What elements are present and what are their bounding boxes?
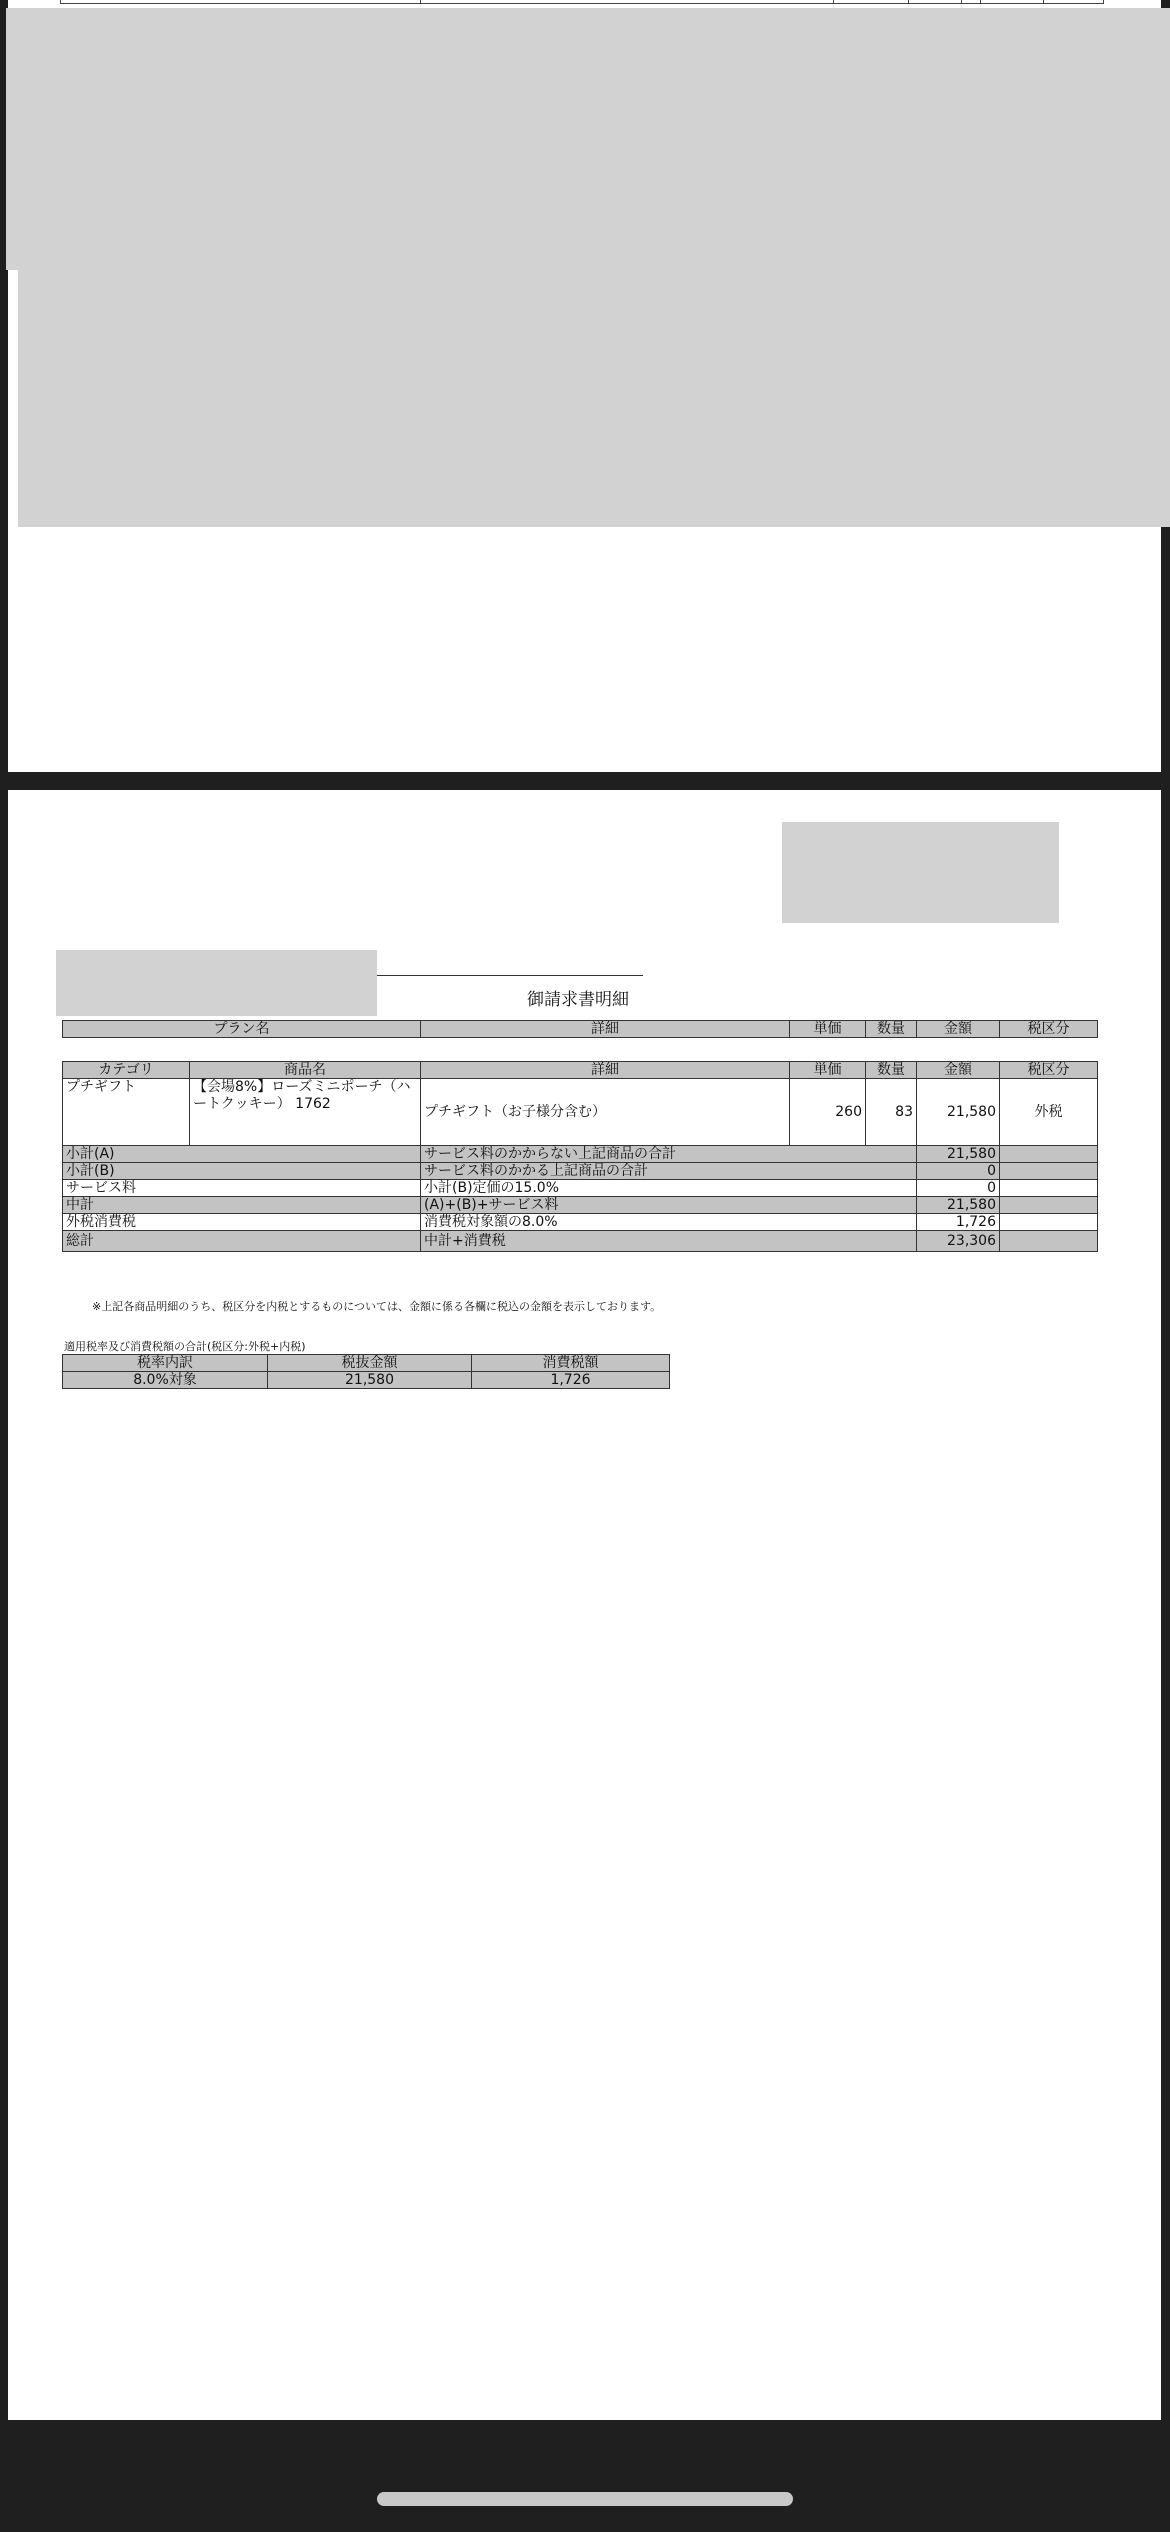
summary-amount: 21,580 bbox=[917, 1146, 1000, 1163]
redacted-area bbox=[782, 822, 1059, 923]
summary-row bbox=[63, 1163, 1098, 1180]
summary-amount: 23,306 bbox=[917, 1231, 1000, 1252]
tax-summary-table bbox=[62, 1354, 670, 1389]
summary-label: サービス料 bbox=[63, 1180, 421, 1197]
redacted-area bbox=[56, 950, 377, 1016]
col-product: 商品名 bbox=[190, 1062, 421, 1079]
col-category: カテゴリ bbox=[63, 1062, 190, 1079]
summary-amount: 1,726 bbox=[917, 1214, 1000, 1231]
summary-blank bbox=[1000, 1197, 1098, 1214]
summary-blank bbox=[1000, 1146, 1098, 1163]
summary-label: 小計(A) bbox=[63, 1146, 421, 1163]
col-unit-price: 単価 bbox=[790, 1021, 866, 1038]
summary-detail: サービス料のかからない上記商品の合計 bbox=[421, 1146, 917, 1163]
plan-header-table bbox=[62, 1020, 1098, 1038]
summary-detail: 消費税対象額の8.0% bbox=[421, 1214, 917, 1231]
redacted-area bbox=[18, 262, 1170, 527]
summary-row bbox=[63, 1180, 1098, 1197]
summary-detail: 中計+消費税 bbox=[421, 1231, 917, 1252]
item-tax-type: 外税 bbox=[1000, 1079, 1098, 1146]
summary-amount: 21,580 bbox=[917, 1197, 1000, 1214]
tax-amount-cell: 1,726 bbox=[472, 1372, 670, 1389]
summary-blank bbox=[1000, 1214, 1098, 1231]
tax-rate-cell: 8.0%対象 bbox=[63, 1372, 268, 1389]
col-pre-tax: 税抜金額 bbox=[268, 1355, 472, 1372]
summary-amount: 0 bbox=[917, 1180, 1000, 1197]
col-tax-amount: 消費税額 bbox=[472, 1355, 670, 1372]
summary-row bbox=[63, 1197, 1098, 1214]
summary-blank bbox=[1000, 1163, 1098, 1180]
tax-summary-caption: 適用税率及び消費税額の合計(税区分:外税+内税) bbox=[64, 1340, 306, 1353]
summary-detail: (A)+(B)+サービス料 bbox=[421, 1197, 917, 1214]
summary-blank bbox=[1000, 1180, 1098, 1197]
table-row bbox=[63, 1079, 1098, 1146]
redacted-area bbox=[6, 8, 1170, 270]
home-indicator[interactable] bbox=[377, 2492, 793, 2506]
item-detail: プチギフト（お子様分含む） bbox=[421, 1079, 790, 1146]
summary-detail: サービス料のかかる上記商品の合計 bbox=[421, 1163, 917, 1180]
item-qty: 83 bbox=[866, 1079, 917, 1146]
item-amount: 21,580 bbox=[917, 1079, 1000, 1146]
col-tax-type: 税区分 bbox=[1000, 1062, 1098, 1079]
col-detail: 詳細 bbox=[421, 1021, 790, 1038]
table-row bbox=[63, 1372, 670, 1389]
summary-row bbox=[63, 1231, 1098, 1252]
col-unit-price: 単価 bbox=[790, 1062, 866, 1079]
summary-label: 小計(B) bbox=[63, 1163, 421, 1180]
pre-tax-cell: 21,580 bbox=[268, 1372, 472, 1389]
col-qty: 数量 bbox=[866, 1021, 917, 1038]
title-underline bbox=[377, 975, 643, 976]
item-unit-price: 260 bbox=[790, 1079, 866, 1146]
col-detail: 詳細 bbox=[421, 1062, 790, 1079]
item-product: 【会場8%】ローズミニポーチ（ハートクッキー） 1762 bbox=[190, 1079, 421, 1146]
summary-label: 外税消費税 bbox=[63, 1214, 421, 1231]
page-title: 御請求書明細 bbox=[527, 990, 629, 1010]
col-tax-rate: 税率内訳 bbox=[63, 1355, 268, 1372]
item-category: プチギフト bbox=[63, 1079, 190, 1146]
items-table bbox=[62, 1061, 1098, 1252]
tax-note: ※上記各商品明細のうち、税区分を内税とするものについては、金額に係る各欄に税込の金額を表示しております。 bbox=[92, 1300, 662, 1313]
summary-label: 総計 bbox=[63, 1231, 421, 1252]
summary-row bbox=[63, 1146, 1098, 1163]
col-plan-name: プラン名 bbox=[63, 1021, 421, 1038]
col-amount: 金額 bbox=[917, 1062, 1000, 1079]
table-fragment bbox=[60, 0, 1104, 4]
summary-blank bbox=[1000, 1231, 1098, 1252]
summary-label: 中計 bbox=[63, 1197, 421, 1214]
summary-row bbox=[63, 1214, 1098, 1231]
col-amount: 金額 bbox=[917, 1021, 1000, 1038]
summary-amount: 0 bbox=[917, 1163, 1000, 1180]
col-qty: 数量 bbox=[866, 1062, 917, 1079]
col-tax-type: 税区分 bbox=[1000, 1021, 1098, 1038]
summary-detail: 小計(B)定価の15.0% bbox=[421, 1180, 917, 1197]
